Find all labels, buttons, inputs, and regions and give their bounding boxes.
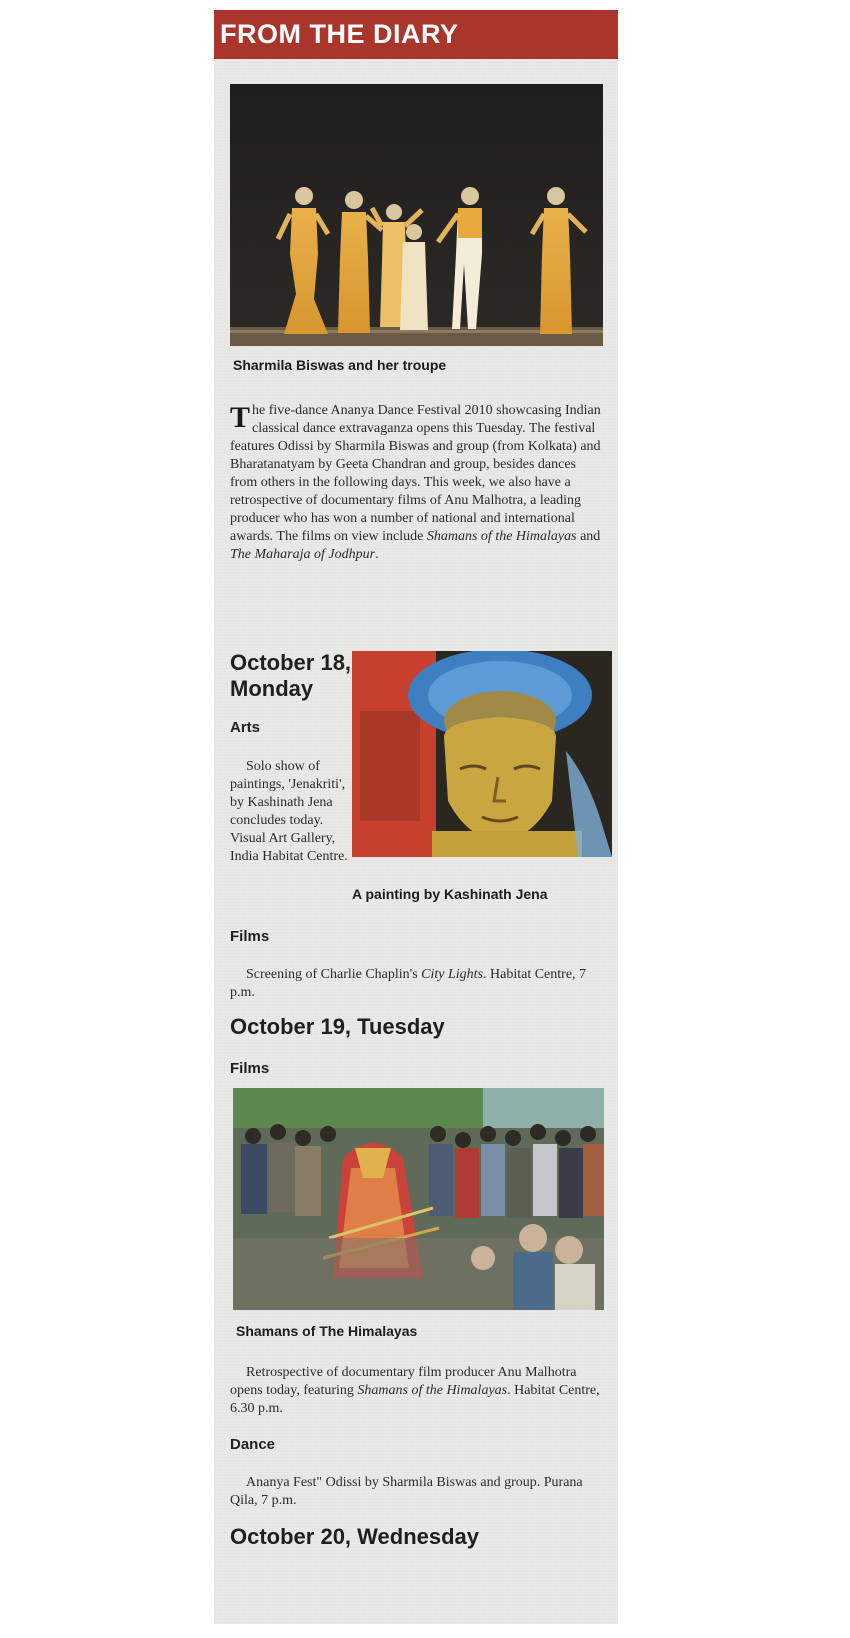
shamans-crowd-illustration <box>233 1088 604 1310</box>
shamans-photo-caption: Shamans of The Himalayas <box>236 1323 418 1339</box>
dance-photo-caption: Sharmila Biswas and her troupe <box>233 357 447 373</box>
films-heading-oct18: Films <box>230 928 270 945</box>
films-heading-oct19: Films <box>230 1060 270 1077</box>
date-heading-oct18: October 18, Monday <box>230 650 352 701</box>
painting-caption: A painting by Kashinath Jena <box>352 886 548 902</box>
column-banner: FROM THE DIARY <box>214 10 618 59</box>
drop-cap: T <box>230 401 251 434</box>
shamans-photo <box>233 1088 604 1310</box>
buddha-painting-photo <box>352 651 612 857</box>
arts-listing: Solo show of paintings, 'Jenakriti', by Kashinath Jena concludes today. Visual Art Gallery, India Habitat Centre. <box>230 759 348 864</box>
date-heading-oct20: October 20, Wednesday <box>230 1524 480 1549</box>
films-listing-oct19: Retrospective of documentary film producer Anu Malhotra opens today, featuring Shamans of the Himalayas. Habitat Centre, 6.30 p.m. <box>230 1365 600 1416</box>
films-listing-oct18: Screening of Charlie Chaplin's City Lights. Habitat Centre, 7 p.m. <box>230 967 587 1000</box>
lead-article: The five-dance Ananya Dance Festival 2010 showcasing Indian classical dance extravaganza opens this Tuesday. The festival features Odissi by Sharmila Biswas and group (from Kolkata) and Bharatanatyam by Geeta Chandran and group, besides dances from others in the following days. This week, we also have a retrospective of documentary films of Anu Malhotra, a leading producer who has won a number of national and international awards. The films on view include Shamans of the Himalayas and The Maharaja of Jodhpur. <box>230 401 601 562</box>
dance-heading-oct19: Dance <box>230 1436 276 1453</box>
buddha-painting-illustration <box>352 651 612 857</box>
arts-heading: Arts <box>230 719 261 736</box>
dance-listing-oct19: Ananya Fest" Odissi by Sharmila Biswas and group. Purana Qila, 7 p.m. <box>230 1475 583 1508</box>
date-heading-oct19: October 19, Tuesday <box>230 1014 445 1039</box>
dance-troupe-illustration <box>230 84 603 346</box>
newspaper-column <box>214 10 618 1624</box>
dance-troupe-photo <box>230 84 603 346</box>
